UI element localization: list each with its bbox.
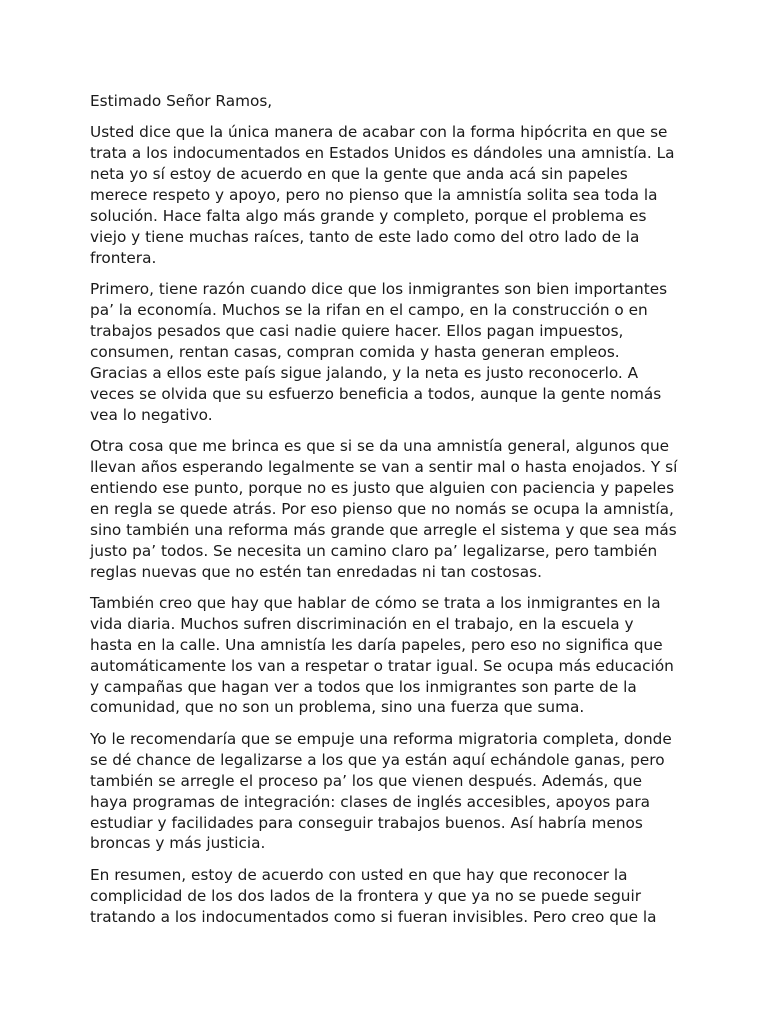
letter-paragraph-3: Otra cosa que me brinca es que si se da una amnistía general, algunos que llevan años esperando legalmente se van a sentir mal o hasta enojados. Y sí entiendo ese punto, porque no es justo que alguien con paciencia y papeles en regla se quede atrás. Por eso pienso que no nomás se ocupa la amnistía, sino también una reforma más grande que arregle el sistema y que sea más justo pa’ todos. Se necesita un camino claro pa’ legalizarse, pero también reglas nuevas que no estén tan enredadas ni tan costosas. <box>90 437 678 581</box>
letter-body <box>90 91 680 938</box>
letter-paragraph-2: Primero, tiene razón cuando dice que los inmigrantes son bien importantes pa’ la economía. Muchos se la rifan en el campo, en la construcción o en trabajos pesados que casi nadie quiere hacer. Ellos pagan impuestos, consumen, rentan casas, compran comida y hasta generan empleos. Gracias a ellos este país sigue jalando, y la neta es justo reconocerlo. A veces se olvida que su esfuerzo beneficia a todos, aunque la gente nomás vea lo negativo. <box>90 280 668 424</box>
letter-paragraph-4: También creo que hay que hablar de cómo se trata a los inmigrantes en la vida diaria. Muchos sufren discriminación en el trabajo, en la escuela y hasta en la calle. Una amnistía les daría papeles, pero eso no significa que automáticamente los van a respetar o tratar igual. Se ocupa más educación y campañas que hagan ver a todos que los inmigrantes son parte de la comunidad, que no son un problema, sino una fuerza que suma. <box>90 593 674 717</box>
letter-paragraph-6: En resumen, estoy de acuerdo con usted en que hay que reconocer la complicidad de los dos lados de la frontera y que ya no se puede seguir tratando a los indocumentados como si fueran invisibles. Pero creo que la <box>90 865 657 926</box>
letter-paragraph-1: Usted dice que la única manera de acabar con la forma hipócrita en que se trata a los indocumentados en Estados Unidos es dándoles una amnistía. La neta yo sí estoy de acuerdo en que la gente que anda acá sin papeles merece respeto y apoyo, pero no pienso que la amnistía solita sea toda la solución. Hace falta algo más grande y completo, porque el problema es viejo y tiene muchas raíces, tanto de este lado como del otro lado de la frontera. <box>90 123 675 267</box>
letter-salutation: Estimado Señor Ramos, <box>90 92 273 110</box>
letter-paragraph-5: Yo le recomendaría que se empuje una reforma migratoria completa, donde se dé chance de legalizarse a los que ya están aquí echándole ganas, pero también se arregle el proceso pa’ los que vienen después. Además, que haya programas de integración: clases de inglés accesibles, apoyos para estudiar y facilidades para conseguir trabajos buenos. Así habría menos broncas y más justicia. <box>90 729 672 853</box>
